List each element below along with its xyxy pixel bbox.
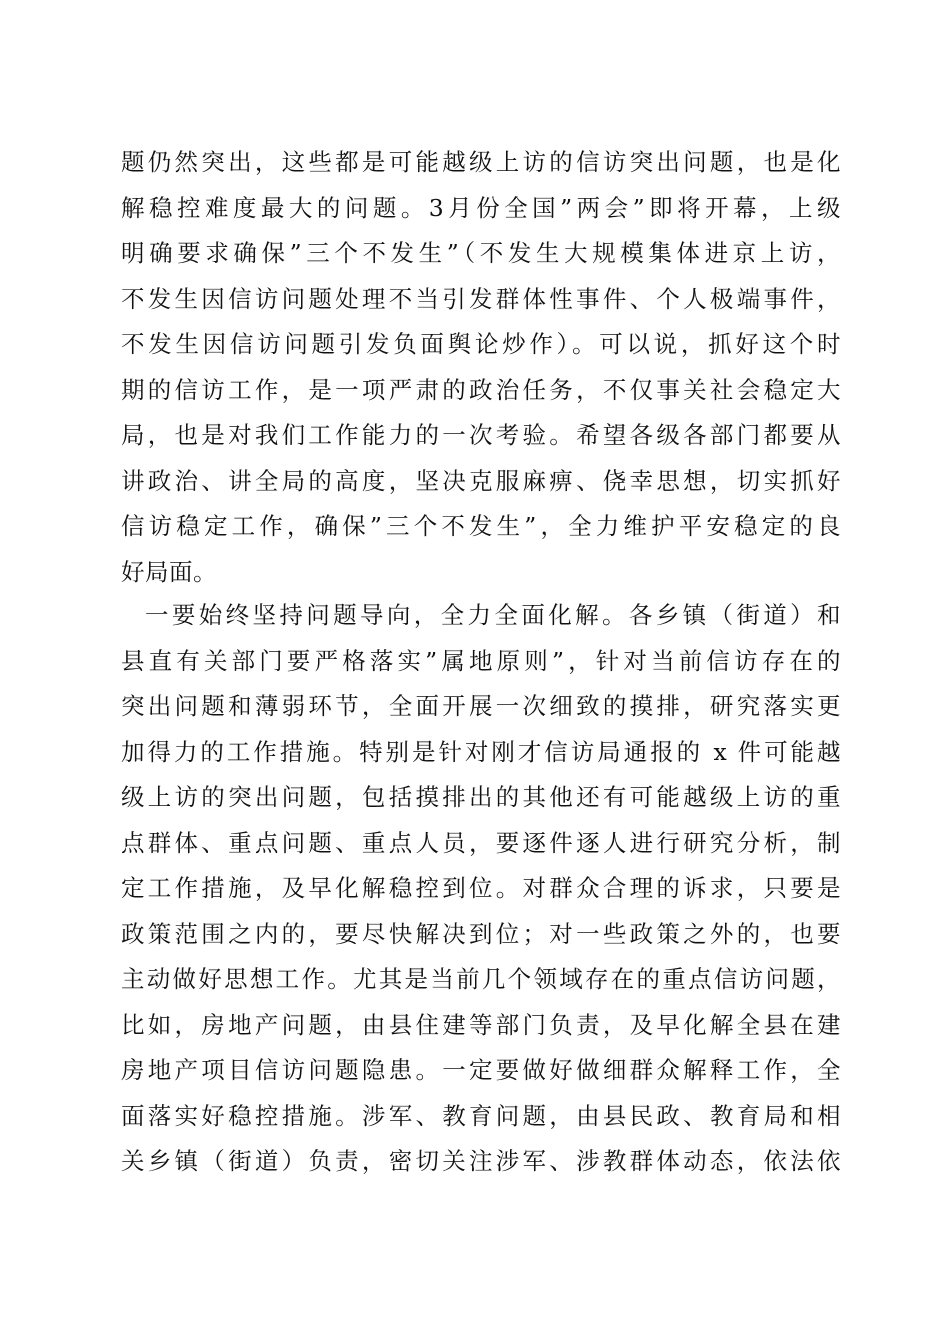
text-line: 房地产项目信访问题隐患。一定要做好做细群众解释工作，全 <box>121 1056 841 1084</box>
paragraph-point-one <box>121 593 841 1185</box>
text-line: 比如，房地产问题，由县住建等部门负责，及早化解全县在建 <box>121 1010 841 1039</box>
text-line: 解稳控难度最大的问题。3月份全国”两会”即将开幕，上级 <box>121 193 841 222</box>
text-line: 不发生因信访问题处理不当引发群体性事件、个人极端事件， <box>121 284 841 313</box>
text-line: 关乡镇（街道）负责，密切关注涉军、涉教群体动态，依法依 <box>121 1147 841 1175</box>
text-line: 不发生因信访问题引发负面舆论炒作）。可以说，抓好这个时 <box>121 330 841 358</box>
text-line: 期的信访工作，是一项严肃的政治任务，不仅事关社会稳定大 <box>121 375 841 404</box>
text-line: 局，也是对我们工作能力的一次考验。希望各级各部门都要从 <box>121 421 841 449</box>
text-line: 主动做好思想工作。尤其是当前几个领域存在的重点信访问题， <box>121 965 841 993</box>
text-line: 好局面。 <box>121 557 217 586</box>
text-line: 政策范围之内的，要尽快解决到位；对一些政策之外的，也要 <box>121 919 841 948</box>
text-line: 题仍然突出，这些都是可能越级上访的信访突出问题，也是化 <box>121 148 841 176</box>
text-line: 面落实好稳控措施。涉军、教育问题，由县民政、教育局和相 <box>121 1101 841 1130</box>
text-line: 县直有关部门要严格落实”属地原则”，针对当前信访存在的 <box>121 646 841 675</box>
text-line: 加得力的工作措施。特别是针对刚才信访局通报的 x 件可能越 <box>121 737 841 766</box>
text-line-first: 一要始终坚持问题导向，全力全面化解。各乡镇（街道）和 <box>145 601 841 629</box>
text-line: 讲政治、讲全局的高度，坚决克服麻痹、侥幸思想，切实抓好 <box>121 466 841 495</box>
text-line: 信访稳定工作，确保”三个不发生”，全力维护平安稳定的良 <box>121 512 841 540</box>
paragraph-continuation <box>121 140 841 595</box>
text-line: 突出问题和薄弱环节，全面开展一次细致的摸排，研究落实更 <box>121 692 841 720</box>
text-line: 点群体、重点问题、重点人员，要逐件逐人进行研究分析，制 <box>121 828 841 857</box>
text-line: 级上访的突出问题，包括摸排出的其他还有可能越级上访的重 <box>121 783 841 811</box>
text-line: 定工作措施，及早化解稳控到位。对群众合理的诉求，只要是 <box>121 874 841 902</box>
text-line: 明确要求确保”三个不发生”（不发生大规模集体进京上访， <box>121 239 841 267</box>
